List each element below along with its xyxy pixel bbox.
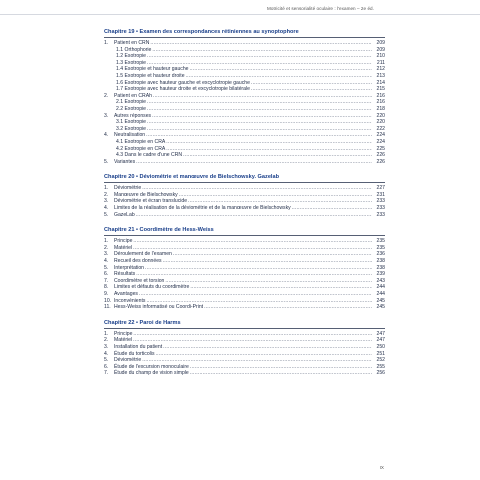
leader-dots [251, 80, 372, 87]
entry-label: 4.2 Exotropie en CRA [116, 145, 166, 152]
leader-dots [147, 99, 372, 106]
toc-entry [104, 357, 385, 364]
entry-page-number: 220 [376, 112, 385, 119]
toc-entry [104, 152, 385, 159]
toc-entry [104, 60, 385, 67]
entry-page-number: 233 [376, 211, 385, 218]
leader-dots [139, 291, 372, 298]
entry-number: 2. [104, 191, 109, 198]
toc-entry [104, 265, 385, 272]
entry-number: 3. [104, 198, 109, 205]
entry-page-number: 243 [376, 277, 385, 284]
entry-number: 2. [104, 92, 109, 99]
leader-dots [133, 337, 372, 344]
leader-dots [163, 258, 372, 265]
leader-dots [153, 93, 372, 100]
chapter-gap [104, 165, 385, 172]
entry-label: 1.6 Esotropie avec hauteur gauche et excyclotropie gauche [116, 79, 250, 86]
toc-entry [104, 146, 385, 153]
entry-page-number: 226 [376, 158, 385, 165]
chapter-title: Chapitre 20 • Déviométrie et manœuvre de Bielschowsky. Gazelab [104, 174, 280, 181]
entry-page-number: 235 [376, 238, 385, 245]
entry-page-number: 236 [376, 251, 385, 258]
toc-entry [104, 370, 385, 377]
entry-page-number: 245 [376, 297, 385, 304]
entry-number: 6. [104, 363, 109, 370]
entry-number: 5. [104, 211, 109, 218]
entry-page-number: 225 [376, 145, 385, 152]
entry-number: 1. [104, 238, 109, 245]
entry-label: Installation du patient [114, 343, 163, 350]
entry-label: Interprétation [114, 264, 145, 271]
toc-entry [104, 291, 385, 298]
entry-label: 1.1 Orthophorie [116, 46, 152, 53]
entry-number: 10. [104, 297, 112, 304]
leader-dots [147, 119, 372, 126]
entry-label: Hess-Weiss informatisé ou Coordi-Print [114, 304, 204, 311]
entry-page-number: 233 [376, 198, 385, 205]
header-divider [0, 14, 480, 15]
entry-label: Limites et défauts du coordimètre [114, 284, 190, 291]
toc-entry [104, 93, 385, 100]
entry-number: 4. [104, 258, 109, 265]
entry-page-number: 214 [376, 79, 385, 86]
entry-page-number: 255 [376, 363, 385, 370]
leader-dots [190, 364, 372, 371]
leader-dots [166, 139, 372, 146]
leader-dots [142, 185, 372, 192]
toc-entry [104, 66, 385, 73]
entry-label: Principe [114, 238, 133, 245]
entry-number: 1. [104, 330, 109, 337]
leader-dots [156, 351, 373, 358]
leader-dots [190, 284, 372, 291]
entry-page-number: 256 [376, 370, 385, 377]
entry-label: 1.5 Exotropie et hauteur droite [116, 72, 185, 79]
leader-dots [204, 304, 372, 311]
entry-page-number: 224 [376, 138, 385, 145]
toc-entry [104, 99, 385, 106]
entry-number: 7. [104, 370, 109, 377]
toc-entry [104, 337, 385, 344]
entry-label: Principe [114, 330, 133, 337]
entry-label: Déviométrie [114, 357, 142, 364]
toc-entry [104, 258, 385, 265]
entry-number: 11. [104, 304, 111, 311]
entry-label: Résultats [114, 271, 136, 278]
leader-dots [136, 159, 372, 166]
entry-page-number: 239 [376, 271, 385, 278]
entry-number: 2. [104, 337, 109, 344]
leader-dots [251, 86, 372, 93]
entry-label: Manœuvre de Bielschowsky [114, 191, 178, 198]
entry-label: Inconvénients [114, 297, 146, 304]
entry-number: 3. [104, 251, 109, 258]
entry-label: Patient en CRN [114, 40, 150, 46]
toc-entry [104, 132, 385, 139]
entry-page-number: 247 [376, 337, 385, 344]
toc-entry [104, 47, 385, 54]
entry-label: Patient en CRAh [114, 92, 152, 99]
leader-dots [145, 265, 372, 272]
entry-page-number: 251 [376, 350, 385, 357]
entry-page-number: 210 [376, 53, 385, 60]
toc-entry [104, 351, 385, 358]
leader-dots [136, 271, 372, 278]
leader-dots [173, 251, 372, 258]
entry-page-number: 244 [376, 284, 385, 291]
entry-number: 1. [104, 40, 109, 46]
entry-page-number: 212 [376, 66, 385, 73]
chapter-section [104, 225, 385, 311]
leader-dots [147, 126, 372, 133]
entry-label: Avantages [114, 291, 138, 297]
entry-number: 4. [104, 205, 109, 212]
toc-entry [104, 86, 385, 93]
leader-dots [147, 106, 372, 113]
toc-entry [104, 119, 385, 126]
toc-entry [104, 212, 385, 219]
table-of-contents [104, 27, 385, 377]
page-number-footer: IX [379, 465, 384, 470]
leader-dots [165, 278, 372, 285]
entry-page-number: 209 [376, 46, 385, 53]
toc-entry [104, 185, 385, 192]
entry-label: 3.1 Esotropie [116, 119, 147, 126]
entry-label: Coordimètre et torsion [114, 277, 165, 284]
leader-dots [183, 152, 372, 159]
leader-dots [292, 205, 372, 212]
leader-dots [166, 146, 372, 153]
toc-entry [104, 126, 385, 133]
entry-label: 1.2 Esotropie [116, 53, 147, 60]
entry-label: Déviométrie et écran translucide [114, 198, 188, 205]
chapter-rule [104, 235, 385, 236]
entry-label: GazeLab [114, 211, 135, 218]
chapter-section [104, 318, 385, 377]
entry-page-number: 216 [376, 99, 385, 106]
entry-label: Déviométrie [114, 185, 142, 192]
entry-page-number: 213 [376, 72, 385, 79]
entry-number: 4. [104, 132, 109, 139]
entry-label: Déroulement de l'examen [114, 251, 172, 258]
toc-entry [104, 80, 385, 87]
entry-page-number: 227 [376, 185, 385, 192]
entry-label: Recueil des données [114, 258, 162, 265]
toc-entry [104, 73, 385, 80]
chapter-title: Chapitre 21 • Coordimètre de Hess-Weiss [104, 227, 214, 234]
chapter-gap [104, 311, 385, 318]
entry-page-number: 235 [376, 244, 385, 251]
entry-number: 3. [104, 112, 109, 119]
entry-page-number: 238 [376, 264, 385, 271]
entry-label: Matériel [114, 244, 133, 251]
toc-entry [104, 198, 385, 205]
entry-label: 4.3 Dans le cadre d'une CRN [116, 152, 183, 159]
entry-page-number: 250 [376, 343, 385, 350]
chapter-rule [104, 37, 385, 38]
entry-label: 1.4 Esotropie et hauteur gauche [116, 66, 189, 73]
chapter-title: Chapitre 22 • Paroi de Harms [104, 319, 181, 326]
toc-entry [104, 331, 385, 338]
toc-entry [104, 139, 385, 146]
leader-dots [147, 53, 372, 60]
entry-label: Étude de l'excursion monoculaire [114, 363, 189, 370]
running-head: Motricité et sensorialité oculaire : l'examen – 2e éd. [267, 6, 374, 11]
leader-dots [163, 344, 372, 351]
toc-entry [104, 278, 385, 285]
leader-dots [152, 47, 372, 54]
entry-page-number: 231 [376, 191, 385, 198]
leader-dots [179, 192, 372, 199]
entry-page-number: 233 [376, 205, 385, 212]
entry-label: 2.1 Esotropie [116, 99, 147, 106]
toc-entry [104, 106, 385, 113]
entry-label: 3.2 Exotropie [116, 125, 147, 132]
entry-number: 7. [104, 277, 109, 284]
toc-entry [104, 245, 385, 252]
entry-number: 1. [104, 185, 109, 192]
chapter-gap [104, 218, 385, 225]
chapter-title: Chapitre 19 • Examen des correspondances rétiniennes au synoptophore [104, 29, 299, 35]
leader-dots [133, 331, 372, 338]
toc-entry [104, 238, 385, 245]
entry-label: 1.7 Exotropie avec hauteur droite et excyclotropie bilatérale [116, 86, 250, 93]
entry-number: 9. [104, 291, 109, 297]
leader-dots [186, 73, 372, 80]
entry-label: Matériel [114, 337, 133, 344]
entry-number: 4. [104, 350, 109, 357]
entry-number: 5. [104, 158, 109, 165]
leader-dots [142, 357, 372, 364]
toc-entry [104, 344, 385, 351]
entry-page-number: 220 [376, 119, 385, 126]
toc-entry [104, 304, 385, 311]
chapter-section [104, 27, 385, 165]
entry-label: 4.1 Esotropie en CRA [116, 138, 166, 145]
entry-number: 5. [104, 357, 109, 364]
leader-dots [188, 198, 372, 205]
chapter-rule [104, 182, 385, 183]
entry-label: Variantes [114, 158, 136, 165]
toc-entry [104, 205, 385, 212]
entry-page-number: 216 [376, 92, 385, 99]
entry-label: Étude du torticolis [114, 350, 155, 357]
entry-number: 2. [104, 244, 109, 251]
entry-label: 1.3 Exotropie [116, 59, 147, 66]
leader-dots [146, 132, 372, 139]
toc-entry [104, 53, 385, 60]
leader-dots [150, 40, 372, 47]
entry-label: Autres réponses [114, 112, 152, 119]
entry-page-number: 226 [376, 152, 385, 159]
toc-entry [104, 284, 385, 291]
entry-label: Limites de la réalisation de la déviométrie et de la manœuvre de Bielschowsky [114, 205, 291, 212]
toc-entry [104, 192, 385, 199]
entry-label: 2.2 Exotropie [116, 105, 147, 112]
entry-page-number: 215 [376, 86, 385, 93]
leader-dots [147, 60, 372, 67]
leader-dots [152, 113, 372, 120]
entry-number: 6. [104, 271, 109, 278]
entry-page-number: 224 [376, 132, 385, 139]
leader-dots [133, 245, 372, 252]
leader-dots [190, 370, 372, 377]
leader-dots [190, 66, 373, 73]
entry-page-number: 211 [376, 59, 385, 66]
leader-dots [136, 212, 372, 219]
entry-number: 3. [104, 343, 109, 350]
toc-entry [104, 298, 385, 305]
entry-number: 5. [104, 264, 109, 271]
entry-page-number: 222 [376, 125, 385, 132]
chapter-rule [104, 328, 385, 329]
entry-page-number: 247 [376, 330, 385, 337]
toc-entry [104, 251, 385, 258]
leader-dots [146, 298, 372, 305]
entry-page-number: 244 [376, 291, 385, 297]
entry-page-number: 218 [376, 105, 385, 112]
toc-entry [104, 159, 385, 166]
entry-label: Étude du champ de vision simple [114, 370, 189, 377]
entry-page-number: 245 [376, 304, 385, 311]
toc-entry [104, 113, 385, 120]
entry-label: Neutralisation [114, 132, 146, 139]
entry-number: 8. [104, 284, 109, 291]
chapter-section [104, 172, 385, 218]
leader-dots [133, 238, 372, 245]
entry-page-number: 252 [376, 357, 385, 364]
toc-entry [104, 271, 385, 278]
entry-page-number: 209 [376, 40, 385, 46]
toc-entry [104, 40, 385, 47]
entry-page-number: 238 [376, 258, 385, 265]
